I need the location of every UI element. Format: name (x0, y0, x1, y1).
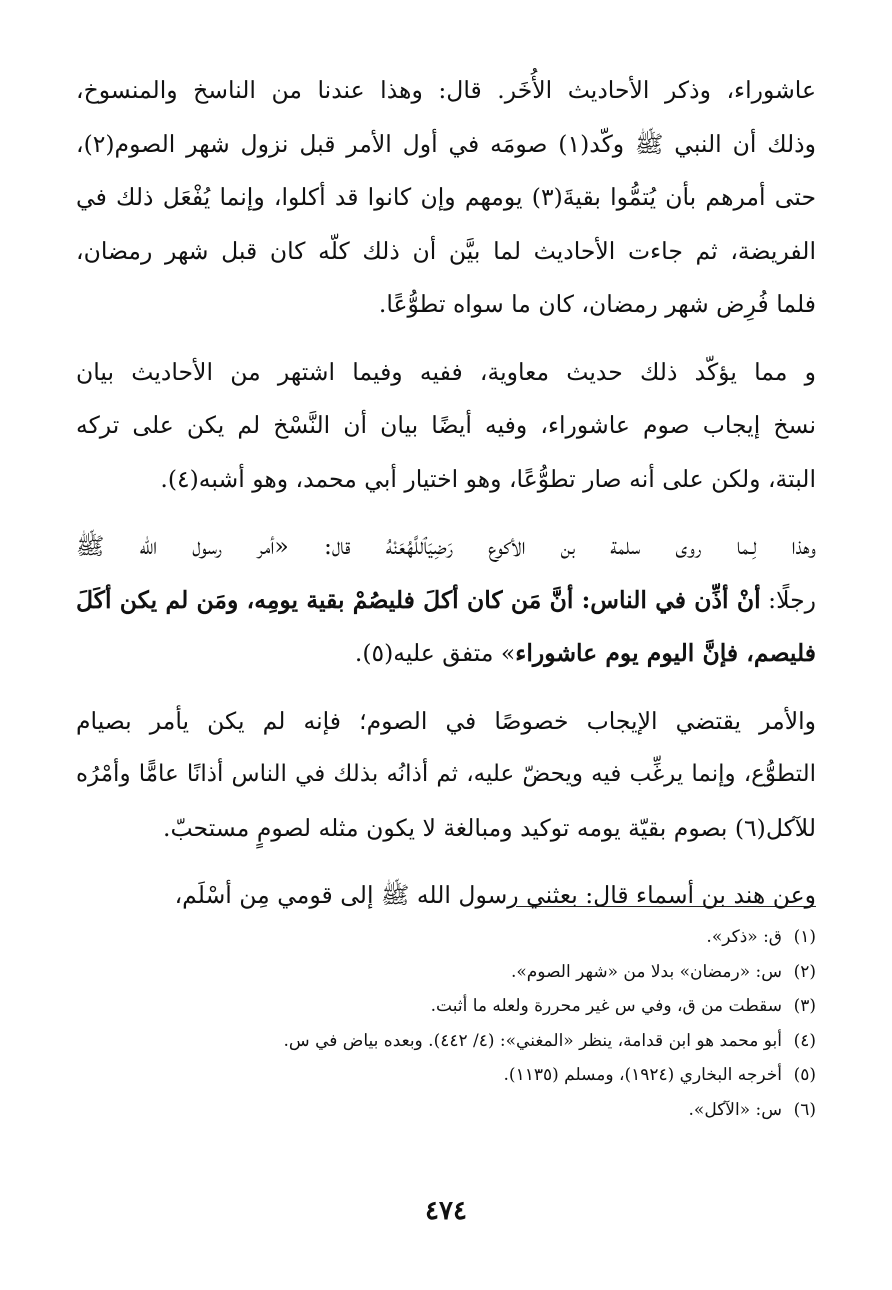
text-line: والأمر يقتضي الإيجاب خصوصًا في الصوم؛ فإنه لم يكن يأمر بصيام (76, 706, 816, 735)
page-number: ٤٧٤ (425, 1196, 467, 1226)
text-line-with-bold (76, 574, 816, 628)
footnote (76, 1024, 816, 1059)
footnote-text: س: «الآكل». (688, 1099, 782, 1120)
text-line: التطوُّع، وإنما يرغِّب فيه ويحضّ عليه، ثم أذانُه بذلك في الناس أذانًا عامًّا وأمْرُه (76, 761, 816, 787)
footnote-text: ق: «ذكر». (706, 927, 782, 947)
footnote-number: (٤) (793, 1030, 816, 1051)
text-line-with-bold (76, 627, 816, 681)
text-line: حتى أمرهم بأن يُتمُّوا بقيةَ(٣) يومهم وإن كانوا قد أكلوا، وإنما يُفْعَل ذلك في (76, 183, 816, 211)
footnote (76, 1093, 816, 1128)
footnote-number: (٦) (793, 1099, 816, 1120)
paragraph-2 (76, 346, 816, 507)
text-line: للآكل(٦) بصوم بقيّة يومه توكيد ومبالغة لا يكون مثله لصومٍ مستحبّ. (163, 813, 816, 842)
footnote-text: سقطت من ق، وفي س غير محررة ولعله ما أثبت. (430, 996, 782, 1016)
footnote (76, 1058, 816, 1093)
footnote-number: (٣) (793, 996, 816, 1016)
paragraph-3 (76, 520, 816, 681)
footnote-divider (516, 906, 816, 907)
text-line: عاشوراء، وذكر الأحاديث الأُخَر. قال: وهذا عندنا من الناسخ والمنسوخ، (76, 76, 816, 104)
footnote-number: (٥) (793, 1065, 816, 1085)
text-line: فلما فُرِض شهر رمضان، كان ما سواه تطوُّعًا. (378, 290, 816, 318)
quote-tail: » متفق عليه(٥). (354, 639, 516, 667)
footnote-number: (١) (793, 927, 816, 947)
quote-intro: رجلًا: (760, 585, 816, 614)
text-line: وذلك أن النبي ﷺ وكّد(١) صومَه في أول الأمر قبل نزول شهر الصوم(٢)، (76, 129, 816, 158)
text-line: وهذا لِـما روى سلمة بن الأكوع رَضِيَٱللَّهُعَنْهُ قال: «أمر رسول الله ﷺ (76, 532, 816, 560)
text-line: الفريضة، ثم جاءت الأحاديث لما بيَّن أن ذلك كلّه كان قبل شهر رمضان، (76, 236, 816, 265)
text-line: وعن هند بن أسماء قال: بعثني رسول الله ﷺ إلى قومي مِن أسْلَم، (174, 881, 816, 909)
footnotes (76, 920, 816, 1127)
footnote (76, 955, 816, 990)
paragraph-5 (76, 869, 816, 923)
footnote (76, 989, 816, 1024)
footnote-text: أبو محمد هو ابن قدامة، ينظر «المغني»: (٤/ ٤٤٢). وبعده بياض في س. (283, 1030, 782, 1051)
text-line: نسخ إيجاب صوم عاشوراء، وفيه أيضًا بيان أن النَّسْخ لم يكن على تركه (76, 411, 816, 439)
hadith-quote-bold: أنْ أذِّن في الناس: أنَّ مَن كان أكلَ فليصُمْ بقية يومِه، ومَن لم يكن أكَلَ (76, 585, 761, 614)
paragraph-1 (76, 64, 816, 332)
footnote-text: س: «رمضان» بدلا من «شهر الصوم». (510, 961, 782, 982)
footnote-number: (٢) (793, 961, 816, 982)
page-body (76, 64, 816, 937)
footnote-text: أخرجه البخاري (١٩٢٤)، ومسلم (١١٣٥). (503, 1065, 782, 1085)
footnote (76, 920, 816, 955)
hadith-quote-bold: فليصم، فإنَّ اليوم يوم عاشوراء (515, 639, 816, 667)
text-line: البتة، ولكن على أنه صار تطوُّعًا، وهو اختيار أبي محمد، وهو أشبه(٤). (160, 464, 816, 493)
text-line: و مما يؤكّد ذلك حديث معاوية، ففيه وفيما اشتهر من الأحاديث بيان (76, 357, 816, 386)
paragraph-4 (76, 695, 816, 856)
